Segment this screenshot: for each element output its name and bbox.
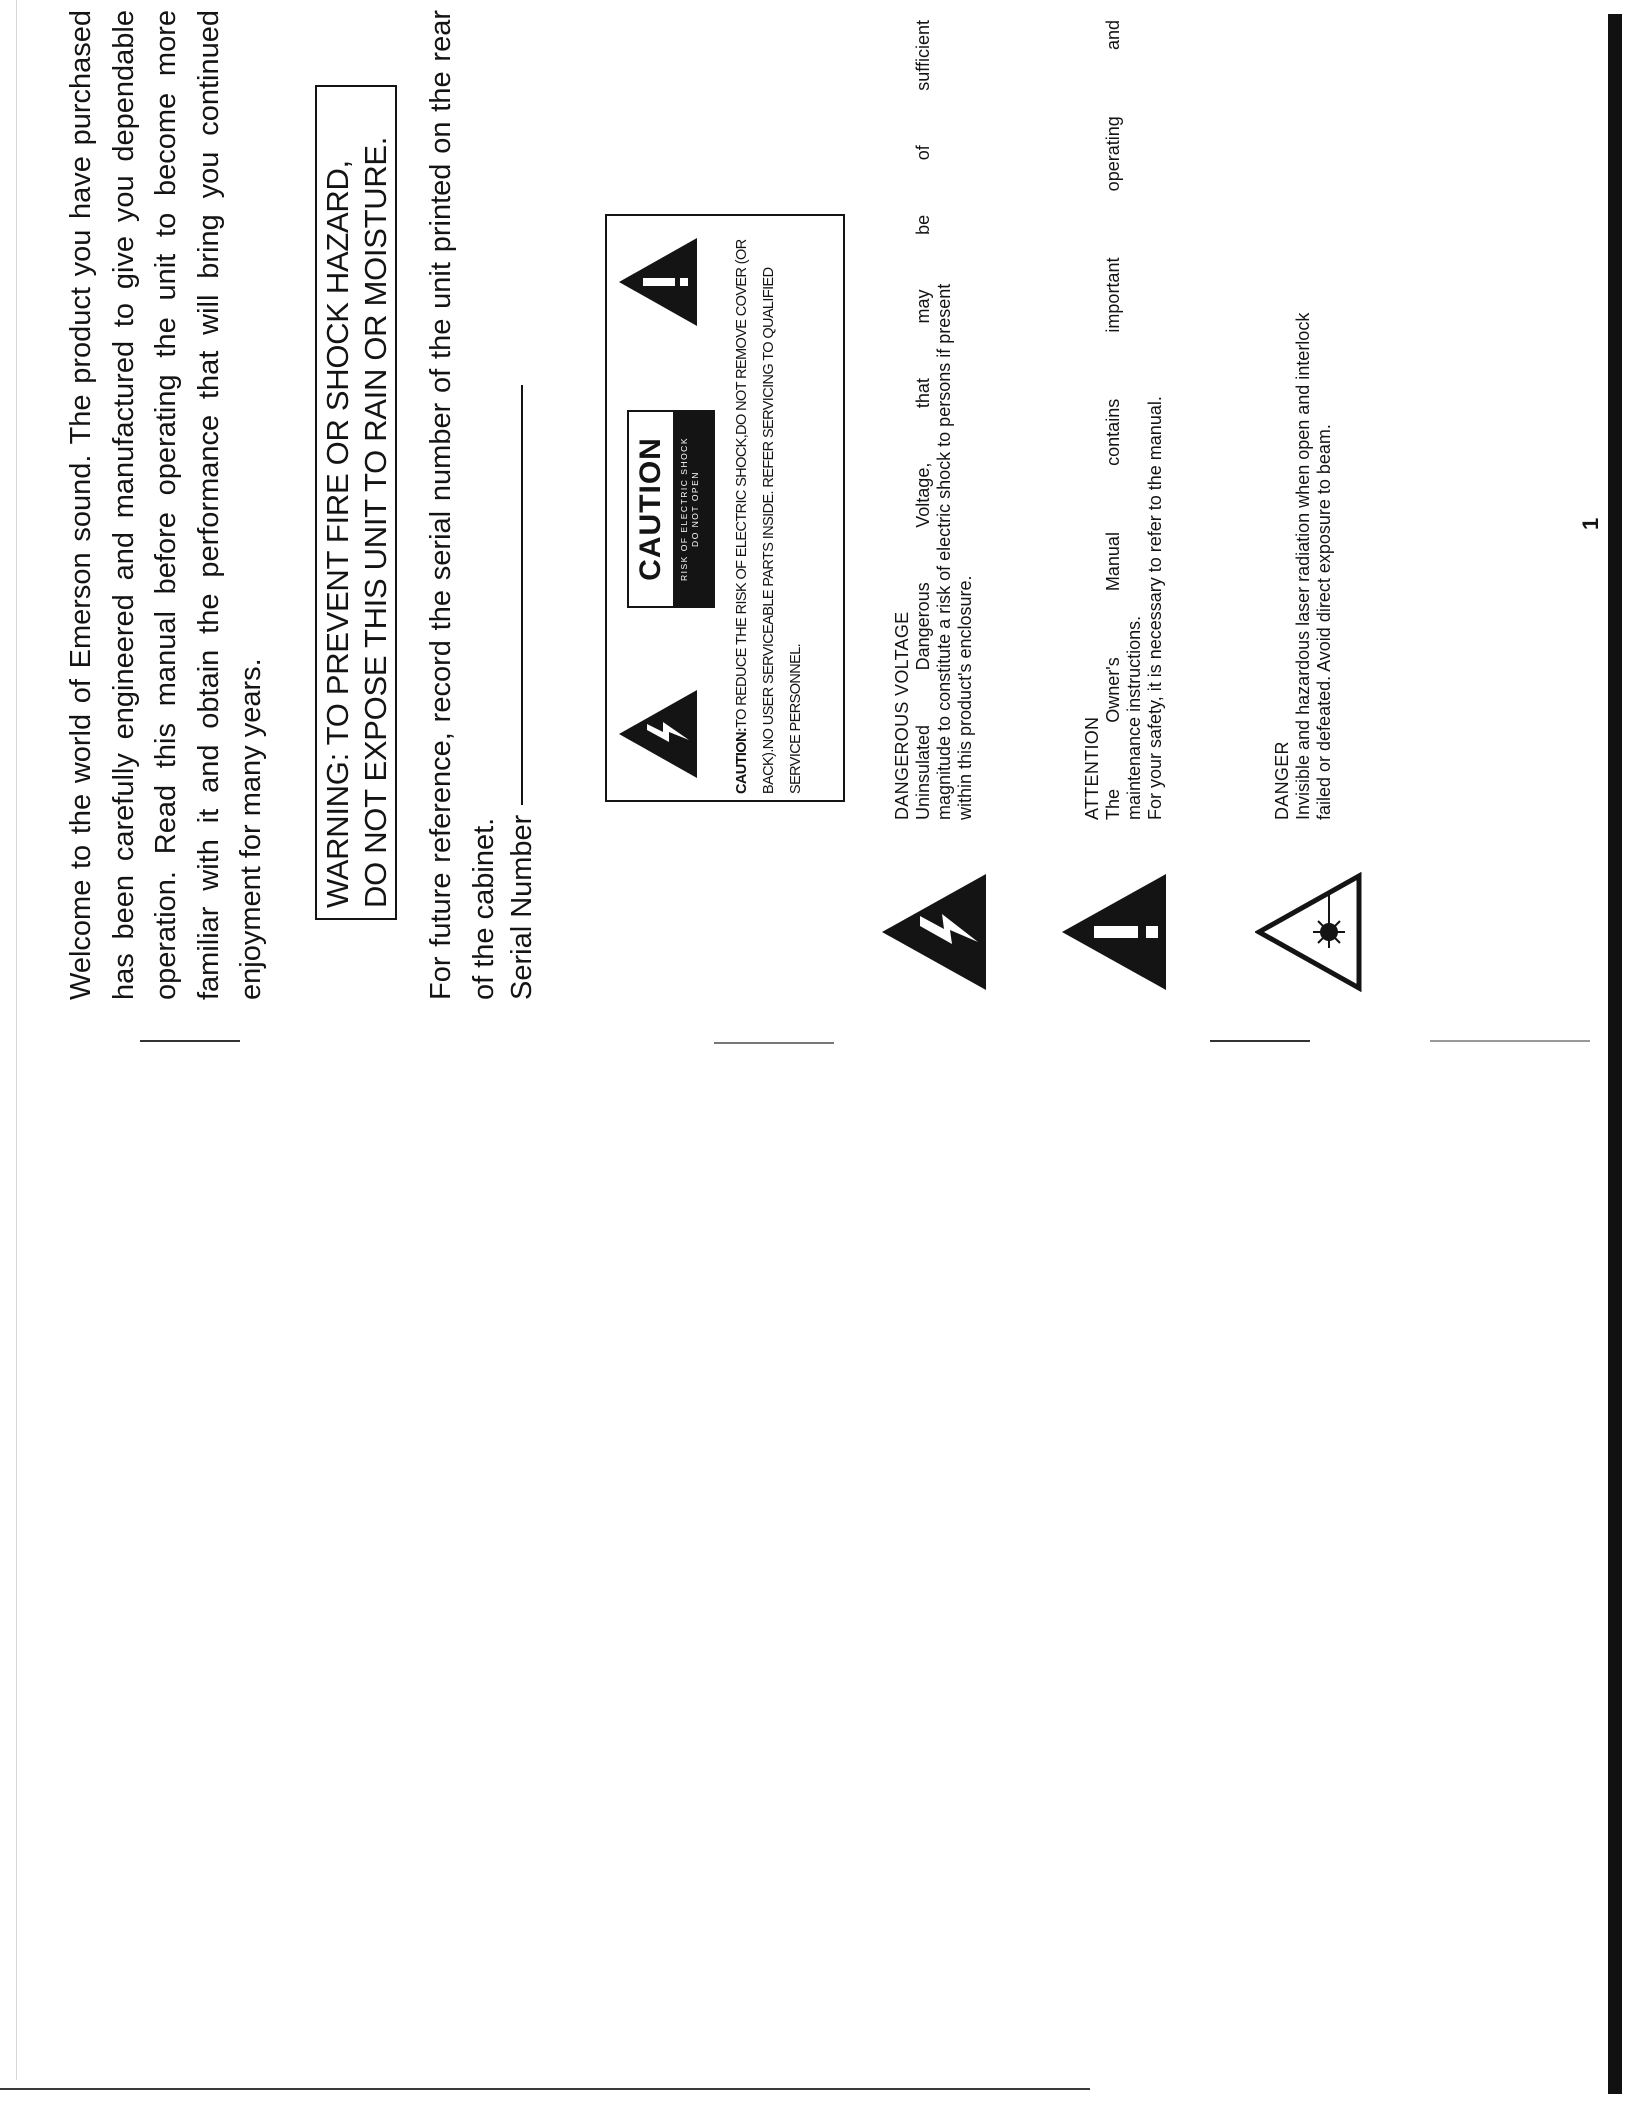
attention-block: [1082, 20, 1166, 820]
symbol-heading: DANGEROUS VOLTAGE: [892, 611, 912, 820]
scan-edge-bottom: [0, 2088, 1090, 2090]
caution-subtitle-line-1: RISK OF ELECTRIC SHOCK: [679, 437, 689, 581]
symbol-line: Uninsulated Dangerous Voltage, that may be of sufficient: [913, 20, 933, 820]
page-number: 1: [1578, 517, 1603, 530]
symbol-line: magnitude to constitute a risk of electric shock to persons if present: [934, 283, 954, 820]
warning-line-2: DO NOT EXPOSE THIS UNIT TO RAIN OR MOISTURE.: [358, 136, 393, 908]
symbol-line: Invisible and hazardous laser radiation when open and interlock: [1293, 312, 1313, 820]
exclamation-icon: [617, 236, 699, 328]
symbol-line: failed or defeated. Avoid direct exposure to beam.: [1314, 424, 1334, 820]
scan-mark: [1430, 1040, 1590, 1042]
exclamation-icon: [1060, 872, 1168, 992]
scan-mark: [140, 1040, 240, 1042]
reference-text: For future reference, record the serial number of the unit printed on the rear of the cabinet.: [425, 10, 500, 1000]
dangerous-voltage-block: [892, 20, 976, 820]
caution-subtitle-line-2: DO NOT OPEN: [690, 471, 700, 547]
symbol-line: maintenance instructions.: [1124, 615, 1144, 820]
caution-title: CAUTION: [634, 437, 667, 581]
caution-text-prefix: CAUTION:: [734, 727, 750, 794]
symbol-heading: ATTENTION: [1082, 716, 1102, 820]
symbol-line: For your safety, it is necessary to refer to the manual.: [1145, 396, 1165, 820]
laser-icon: [1255, 872, 1363, 992]
scan-mark: [1210, 1040, 1310, 1042]
danger-block: [1272, 20, 1335, 820]
symbol-line: The Owner's Manual contains important operating and: [1103, 20, 1123, 820]
rotated-page: [60, 0, 1603, 1000]
symbol-heading: DANGER: [1272, 741, 1292, 820]
lightning-icon: [617, 688, 699, 780]
intro-paragraph: Welcome to the world of Emerson sound. The product you have purchased has been carefully engineered and manufactured to give you dependable operation. Read this manual before operating the unit to become more familiar with it and obtain the performance that will bring you continued enjoyment for many years.: [65, 10, 267, 1000]
caution-text: [729, 224, 810, 794]
caution-label: [605, 214, 845, 802]
caution-text-body: TO REDUCE THE RISK OF ELECTRIC SHOCK,DO NOT REMOVE COVER (OR BACK).NO USER SERVICEABLE PARTS INSIDE. REFER SERVICING TO QUALIFIED SERVICE PERSONNEL.: [734, 239, 804, 794]
serial-number-label: Serial Number: [506, 814, 538, 1000]
caution-subtitle: [673, 412, 713, 606]
caution-title-box: [627, 410, 715, 608]
serial-number-blank: [521, 385, 523, 805]
lightning-icon: [880, 872, 988, 992]
warning-line-1: WARNING: TO PREVENT FIRE OR SHOCK HAZARD,: [320, 160, 355, 908]
warning-box: [315, 85, 397, 920]
serial-number-field: [502, 385, 542, 1000]
symbol-line: within this product's enclosure.: [955, 575, 975, 820]
scan-mark: [714, 1042, 834, 1044]
binding-edge-right: [1608, 14, 1622, 2094]
scan-edge-left: [16, 0, 17, 2080]
